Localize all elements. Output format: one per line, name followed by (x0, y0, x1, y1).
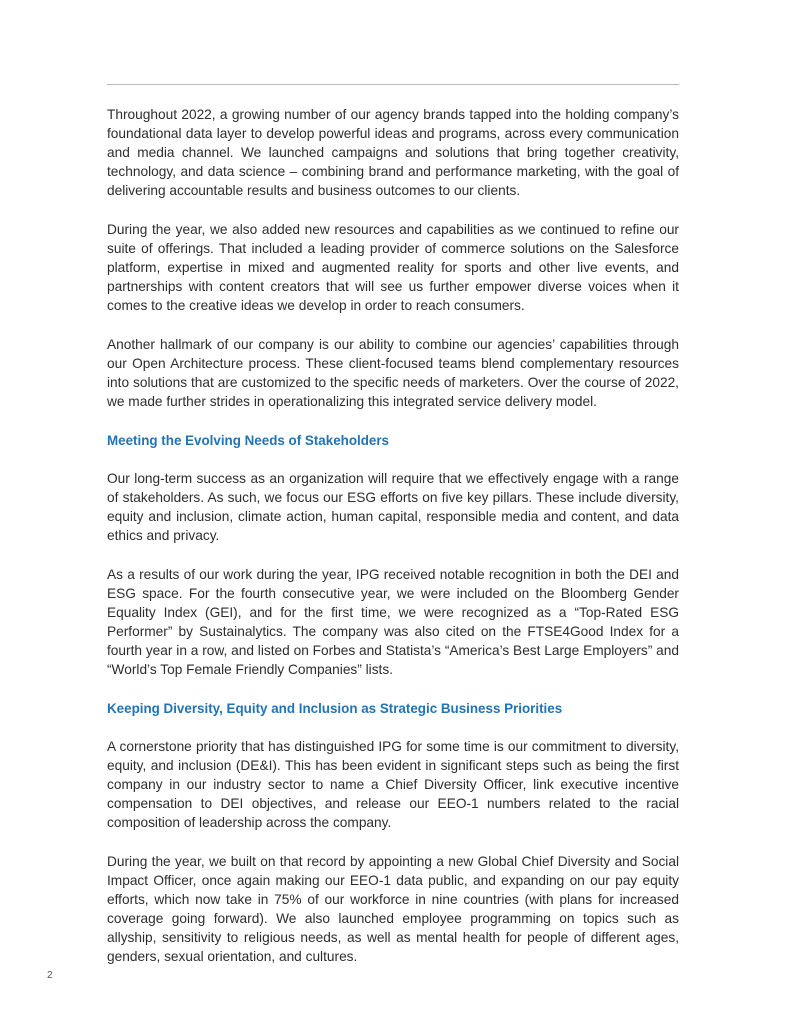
body-paragraph: Another hallmark of our company is our ability to combine our agencies’ capabilities through our Open Architecture process. These client-focused teams blend complementary resources into solutions that are customized to the specific needs of marketers. Over the course of 2022, we made further strides in operationalizing this integrated service delivery model. (107, 337, 679, 409)
section-heading-stakeholders: Meeting the Evolving Needs of Stakeholders (107, 433, 390, 448)
body-paragraph: During the year, we also added new resources and capabilities as we continued to refine our suite of offerings. That included a leading provider of commerce solutions on the Salesforce platform, expertise in mixed and augmented reality for sports and other live events, and partnerships with content creators that will see us further empower diverse voices when it comes to the creative ideas we develop in order to reach consumers. (107, 222, 679, 313)
section-heading-dei: Keeping Diversity, Equity and Inclusion as Strategic Business Priorities (107, 701, 563, 716)
page-content (107, 105, 679, 986)
body-paragraph: Throughout 2022, a growing number of our agency brands tapped into the holding company’s foundational data layer to develop powerful ideas and programs, across every communication and media channel. We launched campaigns and solutions that bring together creativity, technology, and data science – combining brand and performance marketing, with the goal of delivering accountable results and business outcomes to our clients. (107, 107, 679, 198)
page-number: 2 (47, 970, 53, 981)
top-divider (107, 84, 679, 85)
body-paragraph: During the year, we built on that record by appointing a new Global Chief Diversity and Social Impact Officer, once again making our EEO-1 data public, and expanding on our pay equity efforts, which now take in 75% of our workforce in nine countries (with plans for increased coverage going forward). We also launched employee programming on topics such as allyship, sensitivity to religious needs, as well as mental health for people of different ages, genders, sexual orientation, and cultures. (107, 854, 679, 964)
body-paragraph: As a results of our work during the year, IPG received notable recognition in both the DEI and ESG space. For the fourth consecutive year, we were included on the Bloomberg Gender Equality Index (GEI), and for the first time, we were recognized as a “Top-Rated ESG Performer” by Sustainalytics. The company was also cited on the FTSE4Good Index for a fourth year in a row, and listed on Forbes and Statista’s “America’s Best Large Employers” and “World’s Top Female Friendly Companies” lists. (107, 567, 679, 677)
body-paragraph: Our long-term success as an organization will require that we effectively engage with a range of stakeholders. As such, we focus our ESG efforts on five key pillars. These include diversity, equity and inclusion, climate action, human capital, responsible media and content, and data ethics and privacy. (107, 471, 679, 543)
body-paragraph: A cornerstone priority that has distinguished IPG for some time is our commitment to diversity, equity, and inclusion (DE&I). This has been evident in significant steps such as being the first company in our industry sector to name a Chief Diversity Officer, link executive incentive compensation to DEI objectives, and release our EEO-1 numbers related to the racial composition of leadership across the company. (107, 739, 679, 830)
